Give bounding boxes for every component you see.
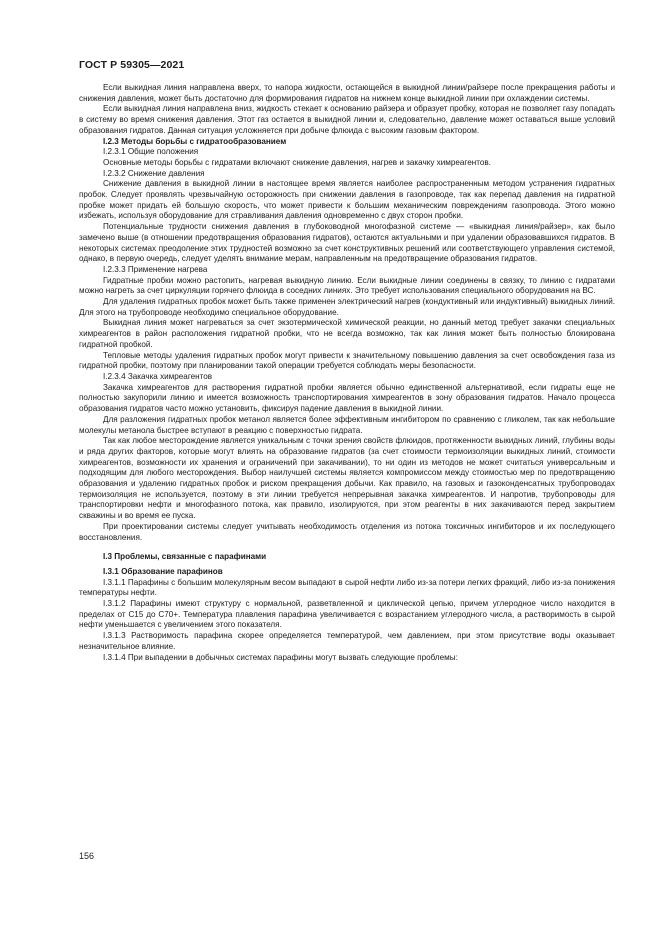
paragraph: Снижение давления в выкидной линии в настоящее время является наиболее распространенным методом устранения гидратных пробок. Следует проявлять чрезвычайную осторожность при снижении давления в газопроводе, так как перепад давления на гидратной пробке может придать ей большую скорость, что может привести к большим механическим повреждениям газопровода. Этого можно избежать, используя оборудование для стравливания давления одновременно с двух сторон пробки. [79, 179, 615, 221]
subsection-heading: I.2.3.1 Общие положения [103, 147, 199, 157]
paragraph: Если выкидная линия направлена вниз, жидкость стекает к основанию райзера и образует пробку, которая не позволяет газу попадать в систему во время снижения давления. Этот газ остается в выкидной линии и, следовательно, давление может оставаться выше условий образования гидратов. Данная ситуация усложняется при добыче флюида с высоким газовым фактором. [79, 104, 615, 135]
section-heading: I.3.1 Образование парафинов [103, 566, 223, 576]
paragraph: Если выкидная линия направлена вверх, то напора жидкости, остающейся в выкидной линии/райзере после прекращения работы и снижения давления, может быть достаточно для формирования гидратов на нижнем конце выкидной линии при охлаждении системы. [79, 83, 615, 103]
paragraph: При проектировании системы следует учитывать необходимость отделения из потока токсичных ингибиторов и их последующего восстановления. [79, 521, 615, 542]
document-standard-title: ГОСТ Р 59305—2021 [79, 59, 185, 71]
paragraph: Для удаления гидратных пробок может быть также применен электрический нагрев (кондуктивный или индуктивный) выкидных линий. Для этого на трубопроводе необходимо специальное оборудование. [79, 297, 615, 317]
paragraph: I.3.1.4 При выпадении в добычных системах парафины могут вызвать следующие проблемы: [103, 652, 458, 662]
paragraph: I.3.1.3 Растворимость парафина скорее определяется температурой, чем давлением, при этом присутствие воды оказывает незначительное влияние. [79, 631, 615, 651]
document-body [79, 83, 615, 663]
paragraph: Для разложения гидратных пробок метанол является более эффективным ингибитором по сравнению с гликолем, так как небольшие молекулы метанола быстрее вступают в реакцию с поверхностью гидрата. [79, 414, 615, 435]
subsection-heading: I.2.3.3 Применение нагрева [103, 264, 208, 274]
paragraph: I.3.1.1 Парафины с большим молекулярным весом выпадают в сырой нефти либо из-за потери легких фракций, либо из-за понижения температуры нефти. [79, 577, 615, 598]
paragraph: Тепловые методы удаления гидратных пробок могут привести к значительному повышению давления за счет освобождения газа из гидратной пробки, поэтому при планировании такой операции требуется соблюдать меры безопасности. [79, 350, 615, 371]
paragraph: Так как любое месторождение является уникальным с точки зрения свойств флюидов, протяженности выкидных линий, глубины воды и ряда других факторов, которые могут влиять на образование гидратов (за счет стоимости термоизоляции выкидных линий, стоимости химреагентов, возможности их хранения и ограничений при закачивании), то ни один из методов не может считаться универсальным и подходящим для любого месторождения. Выбор наилучшей системы является компромиссом между стоимостью мер по предотвращению образования и удалению гидратных пробок и риском прекращения добычи. Как правило, на газовых и газоконденсатных трубопроводах термоизоляция не используется, поэтому в эти линии требуется непрерывная закачка химреагентов. И напротив, трубопроводы для транспортировки нефти и многофазного потока, как правило, изолируются, при этом реагенты в них закачиваются перед закрытием скважины и во время ее пуска. [79, 436, 615, 521]
paragraph: Выкидная линия может нагреваться за счет экзотермической химической реакции, но данный метод требует закачки специальных химреагентов в район расположения гидратной пробки, что не всегда возможно, так как линия может быть полностью блокирована гидратной пробкой. [79, 318, 615, 349]
paragraph: Закачка химреагентов для растворения гидратной пробки является обычно единственной альтернативой, если гидраты еще не полностью закупорили линию и имеется возможность транспортирования химреагентов в зону образования гидратов. Начало процесса образования гидратов часто можно установить, фиксируя падение давления в выкидной линии. [79, 382, 615, 414]
subsection-heading: I.2.3.4 Закачка химреагентов [103, 371, 213, 381]
section-heading: I.2.3 Методы борьбы с гидратообразованием [103, 136, 287, 146]
subsection-heading: I.2.3.2 Снижение давления [103, 168, 205, 178]
paragraph: Основные методы борьбы с гидратами включают снижение давления, нагрев и закачку химреагентов. [103, 157, 491, 167]
paragraph: Потенциальные трудности снижения давления в глубоководной многофазной системе — «выкидная линия/райзер», как было замечено выше (в отношении предотвращения образования гидратов), остаются актуальными и при удалении образовавшихся гидратов. В некоторых системах преодоление этих трудностей возможно за счет конструктивных решений или соответствующего управления системой, однако, в первую очередь, следует уделять внимание мерам, направленным на предотвращение образования гидратов. [79, 222, 615, 264]
paragraph: I.3.1.2 Парафины имеют структуру с нормальной, разветвленной и циклической цепью, причем углеродное число находится в пределах от С15 до С70+. Температура плавления парафина увеличивается с возрастанием углеродного числа, а растворимость в сырой нефти уменьшается с увеличением этого показателя. [79, 599, 615, 630]
page-number: 156 [79, 851, 95, 861]
section-heading: I.3 Проблемы, связанные с парафинами [103, 552, 267, 562]
paragraph: Гидратные пробки можно растопить, нагревая выкидную линию. Если выкидные линии соединены в связку, то линию с гидратами можно нагреть за счет циркуляции горячего флюида в соседних линиях. Это требует использования специального оборудования на ВС. [79, 275, 615, 296]
